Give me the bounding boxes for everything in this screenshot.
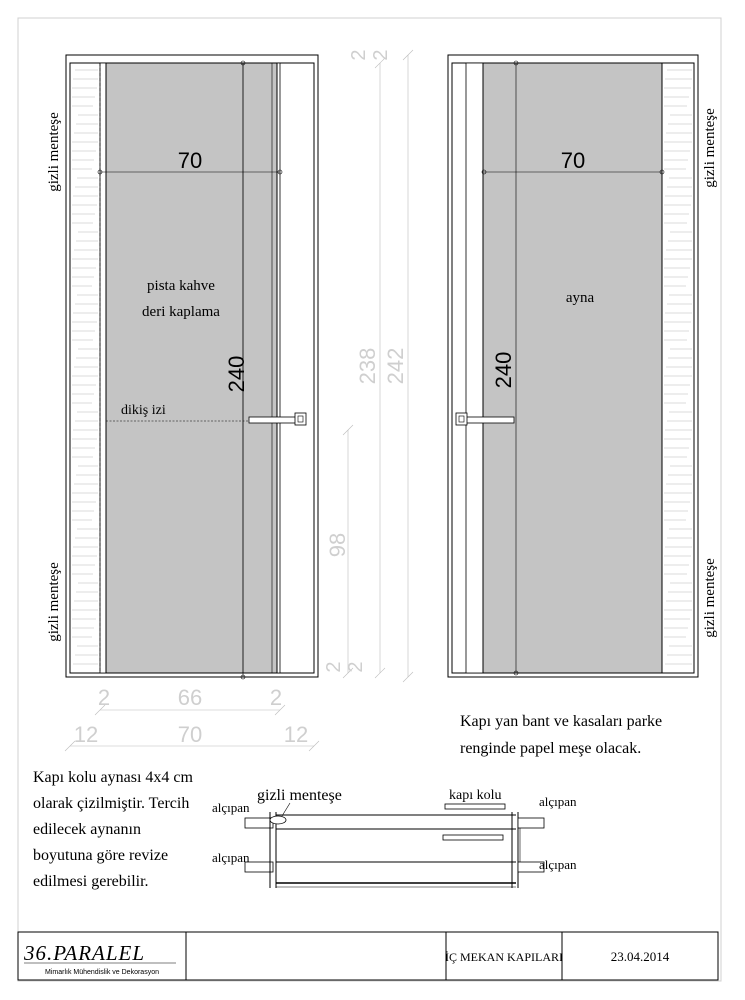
svg-text:Kapı kolu aynası 4x4 cm: Kapı kolu aynası 4x4 cm xyxy=(33,769,193,786)
right-material-label: ayna xyxy=(565,290,595,306)
project-title: İÇ MEKAN KAPILARI xyxy=(445,950,563,964)
dim-12-left: 12 xyxy=(73,722,99,747)
company-name: Mimarlık Mühendislik ve Dekorasyon xyxy=(45,969,159,976)
plan-hinge xyxy=(270,816,286,824)
left-hinge-top-label: gizli menteşe xyxy=(46,112,62,192)
center-height-dimensions xyxy=(323,49,413,682)
drawing-date: 23.04.2014 xyxy=(610,949,670,964)
plan-hinge-label: gizli menteşe xyxy=(257,787,342,804)
dim-12-right: 12 xyxy=(283,722,309,747)
dim-2-bottom-a: 2 xyxy=(323,661,345,673)
plan-wall-label-top-left: alçıpan xyxy=(212,800,250,815)
dim-98: 98 xyxy=(325,532,350,558)
svg-text:olarak çizilmiştir. Tercih: olarak çizilmiştir. Tercih xyxy=(33,795,190,812)
right-hinge-top-label: gizli menteşe xyxy=(702,108,718,188)
frame-note-line1: Kapı yan bant ve kasaları parke xyxy=(460,713,663,730)
plan-wall-label-bottom-right: alçıpan xyxy=(539,857,577,872)
right-door-elevation xyxy=(448,55,718,677)
left-door-elevation xyxy=(46,55,318,679)
dim-2-right: 2 xyxy=(269,685,283,710)
left-width-label: 70 xyxy=(177,148,203,173)
svg-text:edilecek aynanın: edilecek aynanın xyxy=(33,821,141,838)
dim-2-top-b: 2 xyxy=(370,49,392,61)
plan-wall-label-bottom-left: alçıpan xyxy=(212,850,250,865)
dim-2-left: 2 xyxy=(97,685,111,710)
plan-handle-top xyxy=(445,804,505,809)
right-height-label: 240 xyxy=(491,351,516,389)
plan-left-wall-top xyxy=(245,818,273,828)
left-door-handle xyxy=(249,417,297,423)
dim-2-top-a: 2 xyxy=(348,49,370,61)
company-logo: 36.PARALEL xyxy=(24,941,146,965)
right-door-handle xyxy=(466,417,514,423)
handle-note xyxy=(33,769,194,890)
dim-2-bottom-b: 2 xyxy=(345,661,367,673)
left-hinge-bottom-label: gizli menteşe xyxy=(46,562,62,642)
stitch-label: dikiş izi xyxy=(121,403,166,418)
dim-66: 66 xyxy=(177,685,203,710)
dim-70-bottom: 70 xyxy=(177,722,203,747)
dim-242: 242 xyxy=(383,347,408,385)
left-material-line1: pista kahve xyxy=(147,278,215,294)
frame-note-line2: renginde papel meşe olacak. xyxy=(460,740,642,757)
right-width-label: 70 xyxy=(560,148,586,173)
dim-238: 238 xyxy=(355,347,380,385)
plan-handle-label: kapı kolu xyxy=(449,788,502,803)
right-hinge-bottom-label: gizli menteşe xyxy=(702,558,718,638)
left-material-line2: deri kaplama xyxy=(142,304,220,320)
left-height-label: 240 xyxy=(224,355,249,393)
svg-text:boyutuna göre revize: boyutuna göre revize xyxy=(33,847,169,864)
plan-wall-label-top-right: alçıpan xyxy=(539,794,577,809)
plan-right-wall-top xyxy=(518,818,544,828)
svg-text:edilmesi gerebilir.: edilmesi gerebilir. xyxy=(33,873,149,890)
door-plan-section xyxy=(212,787,577,888)
title-block xyxy=(18,932,718,980)
left-bottom-dimensions xyxy=(65,685,319,751)
plan-handle-bottom xyxy=(443,835,503,840)
